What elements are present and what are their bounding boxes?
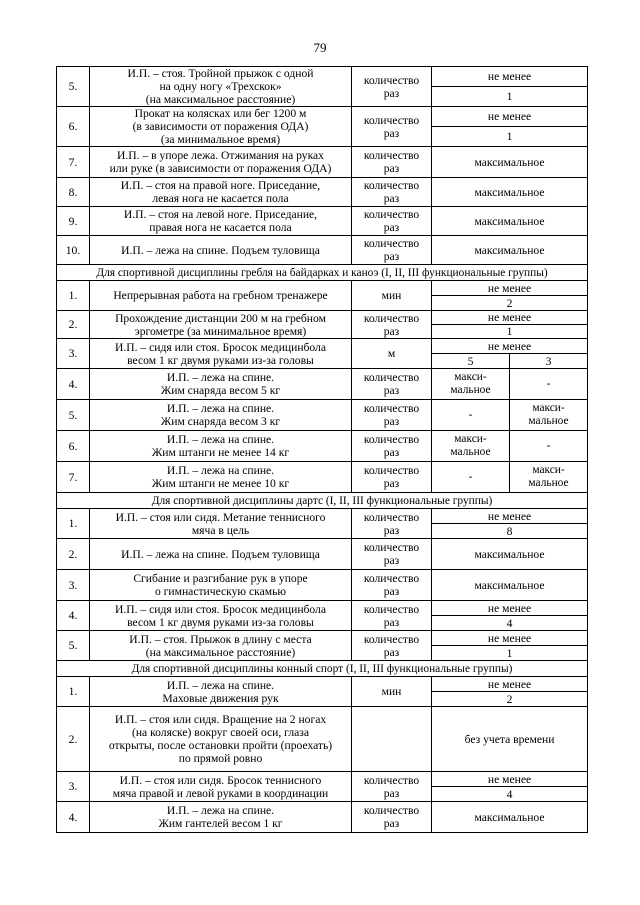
standard-value: максимальное xyxy=(432,207,588,236)
row-number: 4. xyxy=(57,802,90,833)
exercise-description: И.П. – лежа на спине. Жим снаряда весом 5 кг xyxy=(90,369,352,400)
exercise-description: И.П. – сидя или стоя. Бросок медицинбола весом 1 кг двумя руками из-за головы xyxy=(90,339,352,369)
row-number: 5. xyxy=(57,67,90,107)
unit-of-measure xyxy=(352,707,432,772)
table-row xyxy=(57,147,588,178)
table-row xyxy=(57,400,588,431)
exercise-description: Прокат на колясках или бег 1200 м (в зависимости от поражения ОДА) (за минимальное время) xyxy=(90,107,352,147)
exercise-description: И.П. – стоя. Тройной прыжок с одной на одну ногу «Трехскок» (на максимальное расстояние) xyxy=(90,67,352,107)
unit-of-measure: количество раз xyxy=(352,147,432,178)
unit-of-measure: количество раз xyxy=(352,236,432,265)
exercise-description: И.П. – лежа на спине. Маховые движения рук xyxy=(90,677,352,707)
standard-header: не менее xyxy=(432,281,588,296)
section-row xyxy=(57,661,588,677)
table-row xyxy=(57,107,588,127)
unit-of-measure: м xyxy=(352,339,432,369)
table-row xyxy=(57,67,588,87)
table-row xyxy=(57,431,588,462)
exercise-description: И.П. – лежа на спине. Жим штанги не менее 10 кг xyxy=(90,462,352,493)
row-number: 7. xyxy=(57,147,90,178)
standard-value: максимальное xyxy=(432,539,588,570)
standard-value: - xyxy=(432,462,510,493)
row-number: 5. xyxy=(57,631,90,661)
table-row xyxy=(57,339,588,354)
table-row xyxy=(57,539,588,570)
unit-of-measure: количество раз xyxy=(352,207,432,236)
unit-of-measure: количество раз xyxy=(352,539,432,570)
exercise-description: И.П. – лежа на спине. Подъем туловища xyxy=(90,236,352,265)
row-number: 1. xyxy=(57,677,90,707)
table-row xyxy=(57,631,588,646)
row-number: 2. xyxy=(57,311,90,339)
row-number: 4. xyxy=(57,601,90,631)
standard-header: не менее xyxy=(432,311,588,325)
page-number: 79 xyxy=(313,40,327,55)
exercise-description: И.П. – стоя на правой ноге. Приседание, левая нога не касается пола xyxy=(90,178,352,207)
exercise-description: И.П. – стоя. Прыжок в длину с места (на максимальное расстояние) xyxy=(90,631,352,661)
table-row xyxy=(57,772,588,787)
row-number: 8. xyxy=(57,178,90,207)
unit-of-measure: количество раз xyxy=(352,802,432,833)
standard-value: 8 xyxy=(432,524,588,539)
unit-of-measure: количество раз xyxy=(352,400,432,431)
standard-value: 4 xyxy=(432,787,588,802)
standard-header: не менее xyxy=(432,677,588,692)
row-number: 2. xyxy=(57,707,90,772)
standard-value: без учета времени xyxy=(432,707,588,772)
row-number: 3. xyxy=(57,772,90,802)
standard-value: - xyxy=(510,369,588,400)
row-number: 6. xyxy=(57,431,90,462)
row-number: 1. xyxy=(57,281,90,311)
standard-value: 4 xyxy=(432,616,588,631)
exercise-description: И.П. – стоя или сидя. Метание теннисного мяча в цель xyxy=(90,509,352,539)
unit-of-measure: количество раз xyxy=(352,570,432,601)
standard-value: максимальное xyxy=(432,570,588,601)
standard-value: - xyxy=(510,431,588,462)
row-number: 4. xyxy=(57,369,90,400)
table-row xyxy=(57,707,588,772)
standard-value: максимальное xyxy=(432,802,588,833)
unit-of-measure: мин xyxy=(352,281,432,311)
row-number: 3. xyxy=(57,570,90,601)
standard-value: макси- мальное xyxy=(432,369,510,400)
exercise-description: И.П. – сидя или стоя. Бросок медицинбола весом 1 кг двумя руками из-за головы xyxy=(90,601,352,631)
standard-value: 1 xyxy=(432,87,588,107)
standards-table xyxy=(56,66,588,833)
table-row xyxy=(57,802,588,833)
exercise-description: И.П. – стоя на левой ноге. Приседание, правая нога не касается пола xyxy=(90,207,352,236)
standard-header: не менее xyxy=(432,601,588,616)
standard-value: 1 xyxy=(432,646,588,661)
section-row xyxy=(57,265,588,281)
section-title: Для спортивной дисциплины дартс (I, II, III функциональные группы) xyxy=(57,493,588,509)
standard-value: 1 xyxy=(432,127,588,147)
table-row xyxy=(57,236,588,265)
unit-of-measure: количество раз xyxy=(352,178,432,207)
table-row xyxy=(57,369,588,400)
unit-of-measure: количество раз xyxy=(352,431,432,462)
standard-value: макси- мальное xyxy=(510,462,588,493)
exercise-description: И.П. – лежа на спине. Жим гантелей весом 1 кг xyxy=(90,802,352,833)
unit-of-measure: количество раз xyxy=(352,369,432,400)
standard-value: макси- мальное xyxy=(432,431,510,462)
row-number: 9. xyxy=(57,207,90,236)
table-row xyxy=(57,570,588,601)
exercise-description: И.П. – лежа на спине. Жим снаряда весом 3 кг xyxy=(90,400,352,431)
standard-value: 2 xyxy=(432,296,588,311)
row-number: 6. xyxy=(57,107,90,147)
exercise-description: И.П. – стоя или сидя. Бросок теннисного мяча правой и левой руками в координации xyxy=(90,772,352,802)
section-row xyxy=(57,493,588,509)
exercise-description: Непрерывная работа на гребном тренажере xyxy=(90,281,352,311)
standard-header: не менее xyxy=(432,772,588,787)
row-number: 3. xyxy=(57,339,90,369)
row-number: 7. xyxy=(57,462,90,493)
table-row xyxy=(57,677,588,692)
unit-of-measure: количество раз xyxy=(352,509,432,539)
unit-of-measure: мин xyxy=(352,677,432,707)
table-row xyxy=(57,178,588,207)
table-row xyxy=(57,281,588,296)
table-row xyxy=(57,462,588,493)
standard-header: не менее xyxy=(432,509,588,524)
row-number: 10. xyxy=(57,236,90,265)
standard-value: максимальное xyxy=(432,178,588,207)
standard-header: не менее xyxy=(432,339,588,354)
unit-of-measure: количество раз xyxy=(352,107,432,147)
standard-value: 3 xyxy=(510,354,588,369)
section-title: Для спортивной дисциплины гребля на байдарках и каноэ (I, II, III функциональные группы) xyxy=(57,265,588,281)
table-row xyxy=(57,601,588,616)
standard-header: не менее xyxy=(432,107,588,127)
standard-value: 2 xyxy=(432,692,588,707)
standard-header: не менее xyxy=(432,631,588,646)
exercise-description: И.П. – стоя или сидя. Вращение на 2 ногах (на коляске) вокруг своей оси, глаза открыты, после остановки пройти (проехать) по прямой ровно xyxy=(90,707,352,772)
section-title: Для спортивной дисциплины конный спорт (I, II, III функциональные группы) xyxy=(57,661,588,677)
row-number: 5. xyxy=(57,400,90,431)
standard-value: - xyxy=(432,400,510,431)
standard-value: максимальное xyxy=(432,236,588,265)
row-number: 2. xyxy=(57,539,90,570)
standard-value: макси- мальное xyxy=(510,400,588,431)
unit-of-measure: количество раз xyxy=(352,462,432,493)
table-row xyxy=(57,311,588,325)
exercise-description: И.П. – в упоре лежа. Отжимания на руках или руке (в зависимости от поражения ОДА) xyxy=(90,147,352,178)
standard-value: 1 xyxy=(432,325,588,339)
unit-of-measure: количество раз xyxy=(352,311,432,339)
row-number: 1. xyxy=(57,509,90,539)
exercise-description: Сгибание и разгибание рук в упоре о гимнастическую скамью xyxy=(90,570,352,601)
table-row xyxy=(57,207,588,236)
standard-value: максимальное xyxy=(432,147,588,178)
unit-of-measure: количество раз xyxy=(352,601,432,631)
exercise-description: Прохождение дистанции 200 м на гребном эргометре (за минимальное время) xyxy=(90,311,352,339)
exercise-description: И.П. – лежа на спине. Жим штанги не менее 14 кг xyxy=(90,431,352,462)
unit-of-measure: количество раз xyxy=(352,772,432,802)
standard-value: 5 xyxy=(432,354,510,369)
exercise-description: И.П. – лежа на спине. Подъем туловища xyxy=(90,539,352,570)
table-row xyxy=(57,509,588,524)
unit-of-measure: количество раз xyxy=(352,67,432,107)
unit-of-measure: количество раз xyxy=(352,631,432,661)
standard-header: не менее xyxy=(432,67,588,87)
